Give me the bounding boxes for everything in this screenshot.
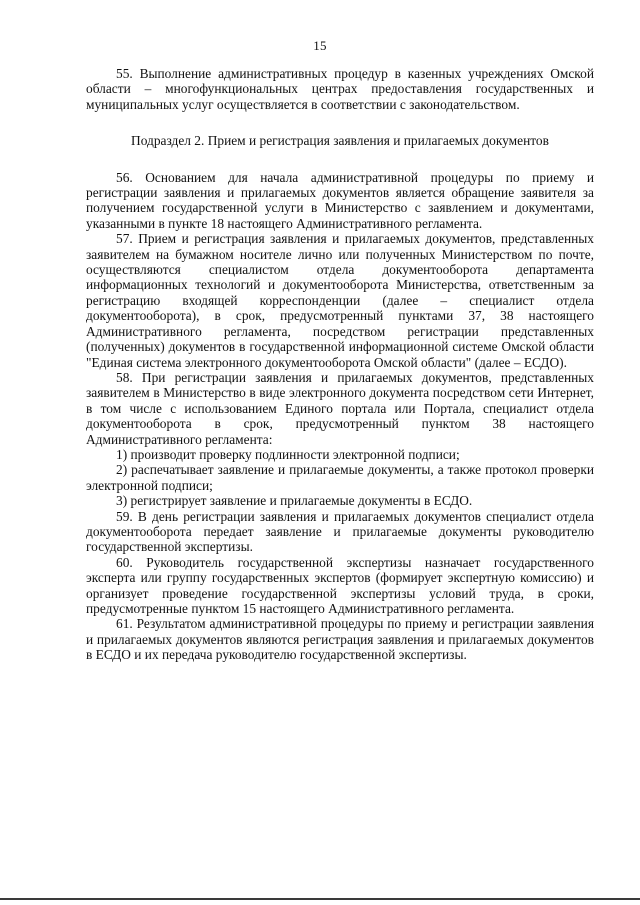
list-item-2: 2) распечатывает заявление и прилагаемые документы, а также протокол проверки электронной подписи; [86, 462, 594, 493]
scan-bottom-edge [0, 898, 640, 900]
paragraph-59: 59. В день регистрации заявления и прилагаемых документов специалист отдела документооборота передает заявление и прилагаемые документы руководителю государственной экспертизы. [86, 508, 594, 555]
list-item-3: 3) регистрирует заявление и прилагаемые документы в ЕСДО. [116, 493, 473, 509]
paragraph-58: 58. При регистрации заявления и прилагаемых документов, представленных заявителем в Министерство в виде электронного документа посредством сети Интернет, в том числе с использованием Единого портала или Портала, специалист отдела документооборота в срок, предусмотренный пунктом 38 настоящего Административного регламента: [86, 369, 594, 447]
section-heading: Подраздел 2. Прием и регистрация заявления и прилагаемых документов [131, 133, 549, 149]
page-number: 15 [313, 38, 327, 53]
list-item-1: 1) производит проверку подлинности электронной подписи; [116, 446, 460, 462]
paragraph-55: 55. Выполнение административных процедур в казенных учреждениях Омской области – многофункциональных центрах предоставления государственных и муниципальных услуг осуществляется в соответствии с законодательством. [86, 66, 594, 112]
paragraph-56: 56. Основанием для начала административной процедуры по приему и регистрации заявления и прилагаемых документов является обращение заявителя за получением государственной услуги в Министерство с заявлением и документами, указанными в пункте 18 настоящего Административного регламента. [86, 169, 594, 231]
paragraph-61: 61. Результатом административной процедуры по приему и регистрации заявления и прилагаемых документов являются регистрация заявления и прилагаемых документов в ЕСДО и их передача руководителю государственной экспертизы. [86, 616, 594, 663]
paragraph-57: 57. Прием и регистрация заявления и прилагаемых документов, представленных заявителем на бумажном носителе лично или полученных Министерством по почте, осуществляются специалистом отдела документооборота департамента информационных технологий и документооборота Министерства, ответственным за регистрацию входящей корреспонденции (далее – специалист отдела документооборота), в срок, предусмотренный пунктами 37, 38 настоящего Административного регламента, посредством регистрации представленных (полученных) документов в государственной информационной системе Омской области "Единая система электронного документооборота Омской области" (далее – ЕСДО). [86, 231, 594, 370]
page-content [86, 66, 594, 663]
paragraph-60: 60. Руководитель государственной экспертизы назначает государственного эксперта или группу государственных экспертов (формирует экспертную комиссию) и организует проведение государственной экспертизы условий труда, в сроки, предусмотренные пунктом 15 настоящего Административного регламента. [86, 554, 594, 616]
